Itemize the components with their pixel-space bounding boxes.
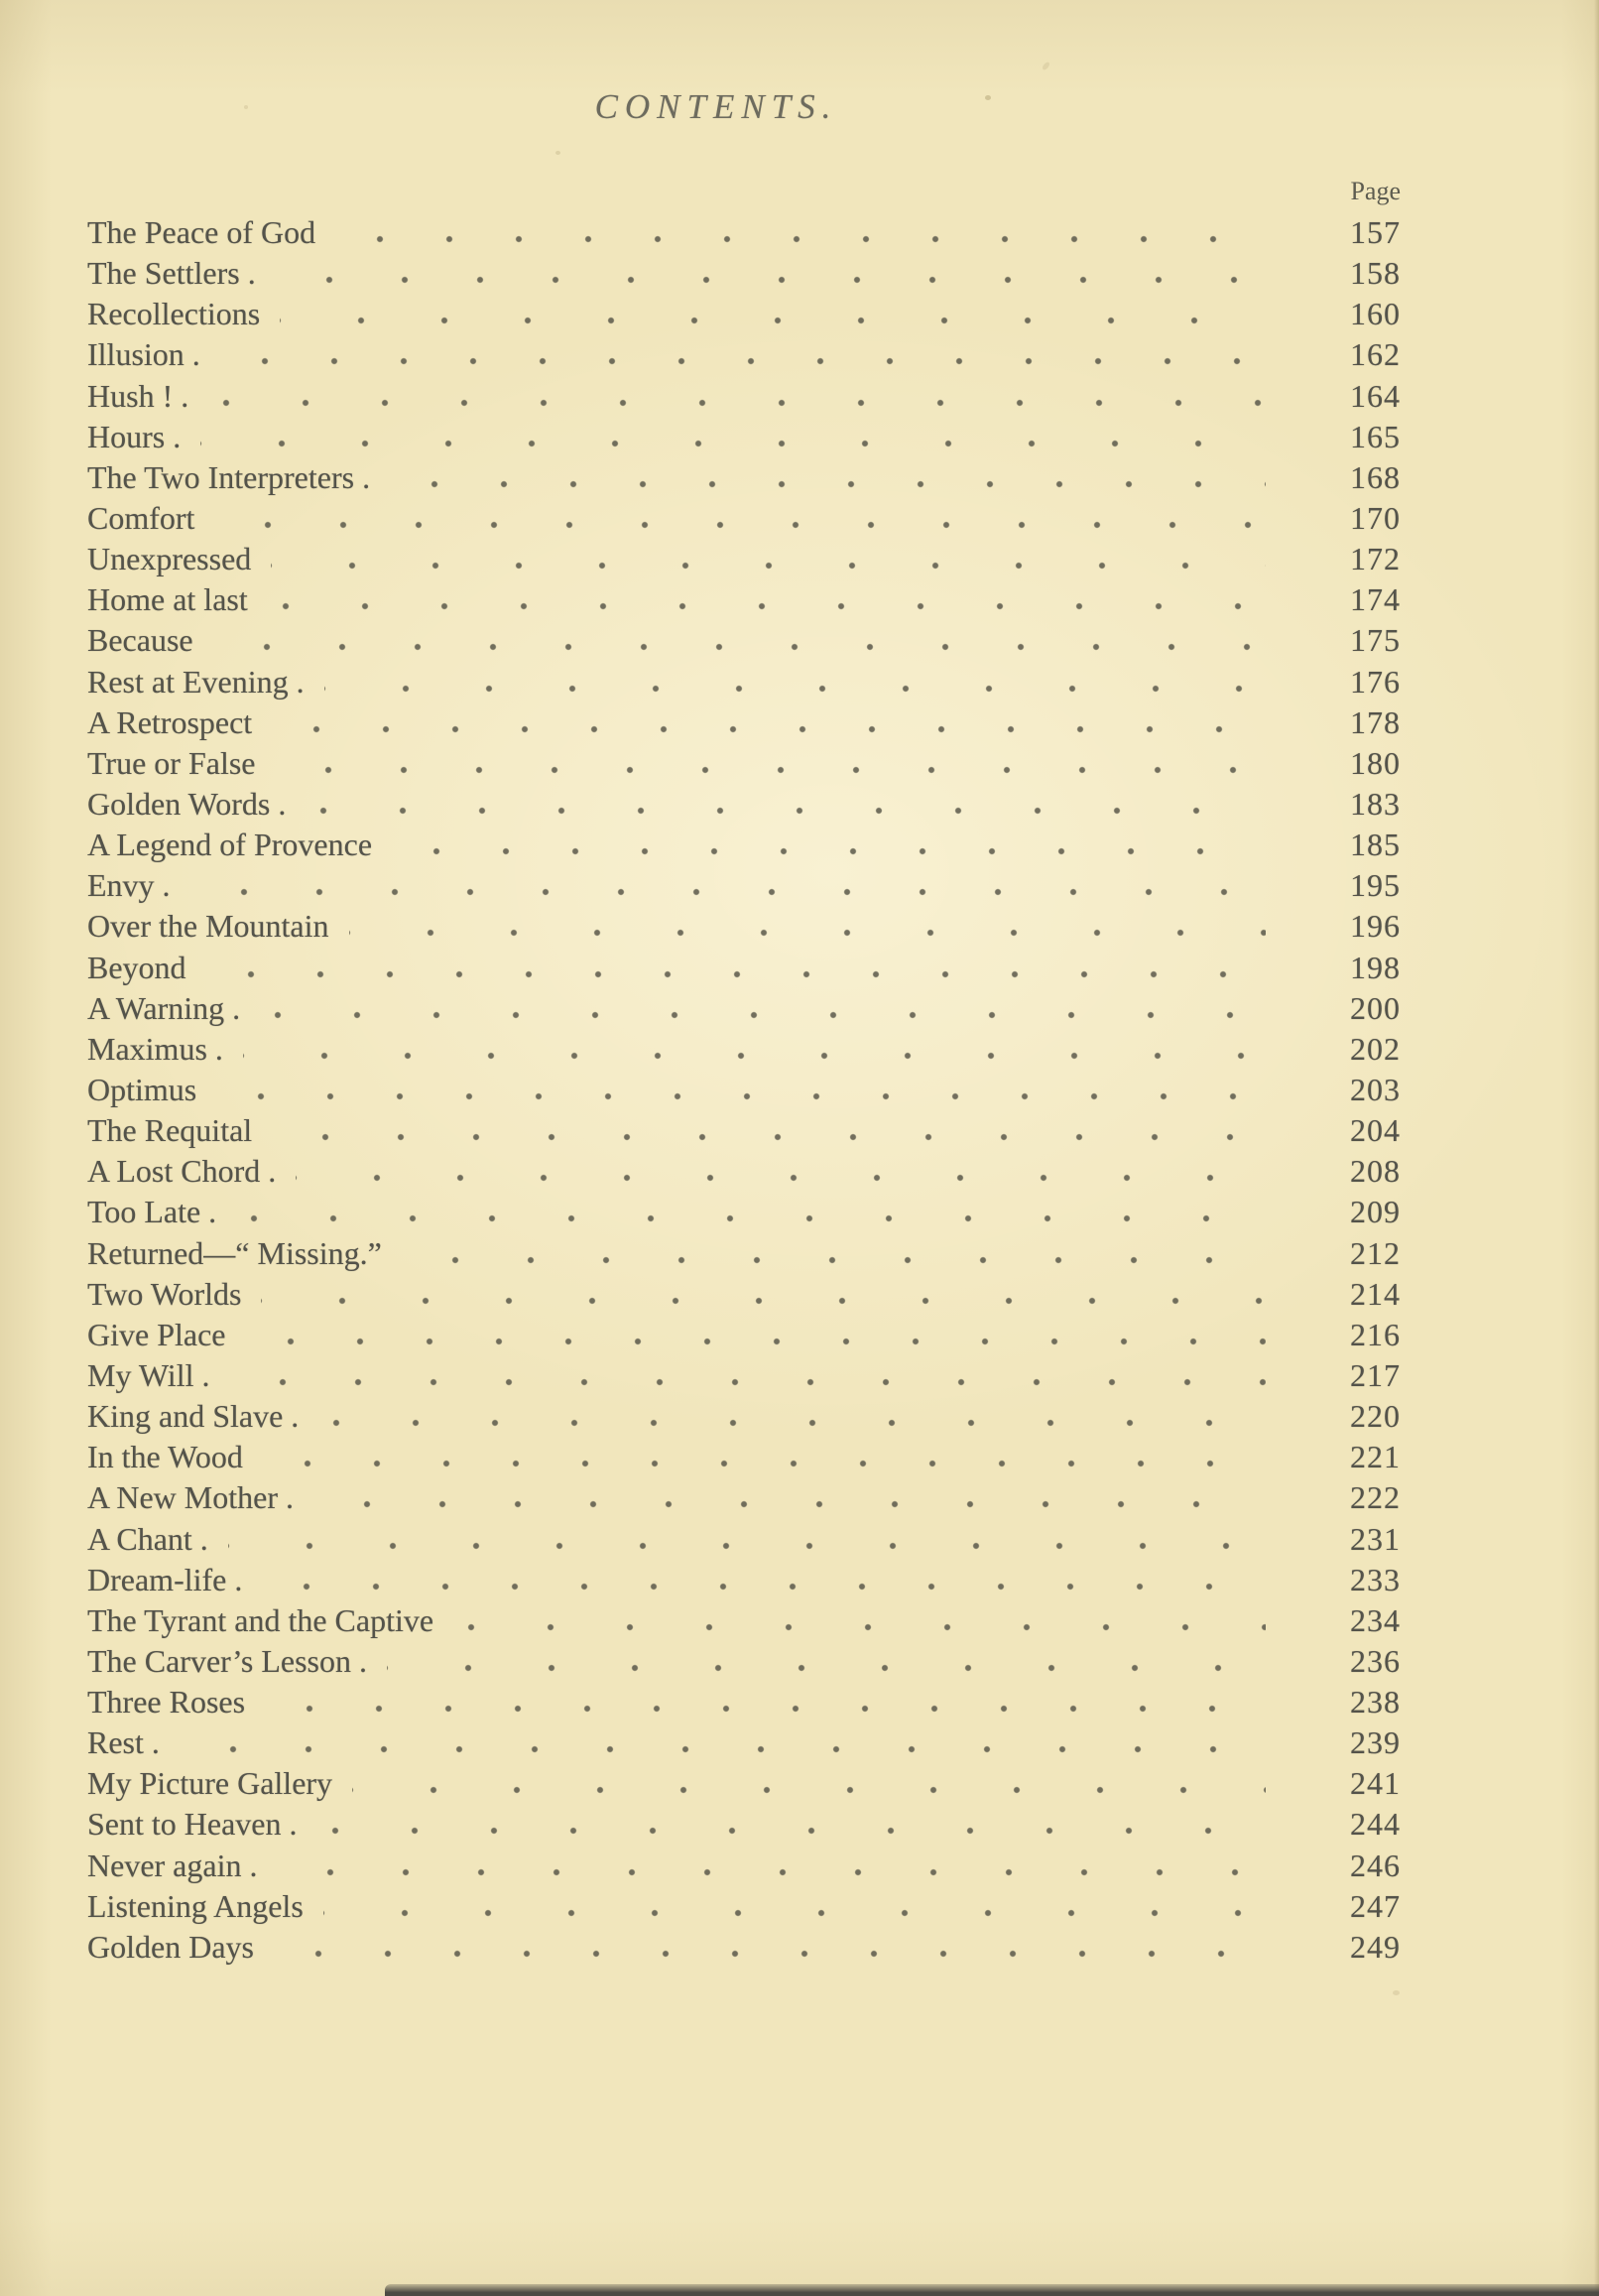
dot-leader [246,1315,1267,1355]
page-title: CONTENTS. [594,87,838,126]
toc-entry-title: Hours . [87,418,182,454]
toc-entry-page: 204 [1350,1112,1401,1149]
dot-leader [208,376,1266,417]
toc-entry-title: Golden Words . [87,785,287,822]
toc-entry-title: Rest at Evening . [87,663,305,700]
toc-row [87,1274,1401,1315]
toc-row [87,1355,1401,1396]
toc-row [87,579,1401,620]
dot-leader [272,1110,1266,1151]
toc-entry-title: The Tyrant and the Captive [87,1601,434,1638]
toc-entry-page: 158 [1350,255,1401,292]
toc-row [87,1396,1401,1437]
toc-entry-page: 203 [1350,1071,1401,1107]
toc-entry-title: Optimus [87,1071,197,1107]
dot-leader [271,539,1266,579]
toc-entry-page: 198 [1350,949,1401,985]
dot-leader [390,457,1266,498]
toc-row [87,212,1401,253]
dot-leader [214,498,1266,539]
toc-entry-title: Unexpressed [87,541,252,577]
toc-entry-page: 162 [1350,336,1401,373]
toc-entry-page: 196 [1350,908,1401,945]
toc-entry-title: Golden Days [87,1928,254,1965]
toc-row [87,1233,1401,1274]
toc-entry-page: 200 [1350,989,1401,1026]
toc-row [87,1682,1401,1722]
toc-entry-page: 195 [1350,867,1401,904]
toc-entry-page: 246 [1350,1847,1401,1883]
toc-row [87,702,1401,743]
toc-entry-title: Beyond [87,949,186,985]
toc-entry-page: 236 [1350,1642,1401,1679]
toc-row [87,743,1401,784]
toc-entry-title: Too Late . [87,1194,217,1230]
toc-entry-page: 234 [1350,1601,1401,1638]
toc-entry-title: Recollections [87,296,261,332]
dot-leader [216,1070,1266,1110]
toc-row [87,1437,1401,1477]
toc-list [87,212,1401,1968]
toc-entry-page: 180 [1350,744,1401,781]
toc-row [87,376,1401,417]
toc-row [87,1192,1401,1232]
dot-leader [352,1763,1266,1804]
toc-entry-page: 183 [1350,785,1401,822]
dot-leader [260,988,1266,1029]
toc-entry-page: 216 [1350,1316,1401,1352]
toc-row [87,1560,1401,1600]
toc-entry-title: King and Slave . [87,1398,300,1435]
toc-entry-title: Maximus . [87,1030,223,1067]
toc-entry-page: 220 [1350,1398,1401,1435]
toc-entry-page: 202 [1350,1030,1401,1067]
toc-entry-page: 241 [1350,1765,1401,1802]
toc-entry-page: 170 [1350,499,1401,536]
toc-entry-title: Dream-life . [87,1561,243,1597]
dot-leader [453,1600,1266,1641]
dot-leader [180,1722,1266,1763]
toc-row [87,1846,1401,1886]
toc-entry-title: In the Wood [87,1439,243,1475]
toc-row [87,784,1401,825]
toc-entry-title: A New Mother . [87,1479,294,1516]
toc-entry-title: Two Worlds [87,1275,242,1312]
dot-leader [335,212,1266,253]
toc-row [87,620,1401,661]
dot-leader [220,334,1266,375]
toc-row [87,1927,1401,1968]
toc-entry-page: 157 [1350,214,1401,250]
toc-entry-title: The Two Interpreters . [87,458,371,495]
toc-entry-title: My Picture Gallery [87,1765,333,1802]
dot-leader [324,662,1266,702]
toc-entry-page: 247 [1350,1887,1401,1924]
paper-speck [244,105,248,109]
dot-leader [262,1560,1266,1600]
toc-row [87,539,1401,579]
toc-entry-title: Never again . [87,1847,258,1883]
toc-row [87,1722,1401,1763]
toc-entry-title: A Retrospect [87,703,253,740]
toc-row [87,865,1401,906]
toc-entry-page: 165 [1350,418,1401,454]
toc-entry-title: Because [87,622,193,659]
toc-row [87,417,1401,457]
toc-entry-page: 164 [1350,377,1401,414]
dot-leader [402,1233,1266,1274]
dot-leader [228,1519,1266,1560]
toc-entry-page: 174 [1350,581,1401,618]
dot-leader [274,1927,1266,1968]
dot-leader [313,1477,1266,1518]
toc-row [87,948,1401,988]
toc-entry-title: Over the Mountain [87,908,329,945]
dot-leader [213,620,1266,661]
dot-leader [261,1274,1266,1315]
toc-entry-title: A Lost Chord . [87,1153,277,1190]
toc-entry-title: The Carver’s Lesson . [87,1642,367,1679]
toc-entry-page: 212 [1350,1234,1401,1271]
toc-row [87,1151,1401,1192]
toc-row [87,662,1401,702]
paper-speck [985,95,991,100]
toc-entry-title: The Settlers . [87,255,256,292]
page-content [87,0,1401,1968]
toc-entry-page: 172 [1350,541,1401,577]
toc-entry-title: Returned—“ Missing.” [87,1234,382,1271]
toc-entry-page: 208 [1350,1153,1401,1190]
toc-entry-title: Hush ! . [87,377,189,414]
toc-row [87,334,1401,375]
toc-row [87,498,1401,539]
toc-row [87,1763,1401,1804]
toc-entry-title: Listening Angels [87,1887,304,1924]
toc-entry-page: 231 [1350,1520,1401,1557]
dot-leader [200,417,1266,457]
toc-row [87,1110,1401,1151]
toc-entry-title: Comfort [87,499,195,536]
toc-row [87,1641,1401,1682]
toc-entry-page: 233 [1350,1561,1401,1597]
toc-entry-title: My Will . [87,1356,210,1393]
dot-leader [306,784,1266,825]
dot-leader [392,825,1266,865]
toc-entry-title: A Chant . [87,1520,208,1557]
toc-entry-page: 176 [1350,663,1401,700]
toc-row [87,906,1401,947]
dot-leader [263,1437,1266,1477]
dot-leader [268,579,1266,620]
toc-entry-title: A Legend of Provence [87,827,373,863]
paper-speck [1393,1990,1400,1995]
toc-entry-page: 214 [1350,1275,1401,1312]
dot-leader [272,702,1266,743]
toc-row [87,1519,1401,1560]
toc-entry-page: 222 [1350,1479,1401,1516]
toc-row [87,1886,1401,1927]
toc-row [87,1029,1401,1070]
toc-entry-title: Home at last [87,581,248,618]
dot-leader [323,1886,1266,1927]
dot-leader [229,1355,1266,1396]
toc-row [87,825,1401,865]
dot-leader [277,1846,1266,1886]
toc-row [87,1804,1401,1845]
toc-entry-title: Illusion . [87,336,200,373]
toc-entry-page: 175 [1350,622,1401,659]
dot-leader [236,1192,1266,1232]
dot-leader [349,906,1267,947]
toc-entry-title: Give Place [87,1316,226,1352]
dot-leader [190,865,1266,906]
toc-row [87,988,1401,1029]
dot-leader [317,1804,1267,1845]
toc-entry-title: The Requital [87,1112,253,1149]
toc-entry-page: 244 [1350,1806,1401,1843]
toc-entry-title: True or False [87,744,256,781]
toc-row [87,457,1401,498]
dot-leader [280,294,1266,334]
dot-leader [276,253,1266,294]
page-column-header: Page [1350,177,1401,205]
toc-entry-page: 168 [1350,458,1401,495]
toc-entry-page: 185 [1350,827,1401,863]
dot-leader [265,1682,1266,1722]
toc-row [87,1600,1401,1641]
toc-row [87,294,1401,334]
dot-leader [275,743,1266,784]
dot-leader [243,1029,1266,1070]
toc-entry-title: Three Roses [87,1684,246,1721]
toc-entry-title: Sent to Heaven . [87,1806,298,1843]
toc-entry-page: 221 [1350,1439,1401,1475]
page-right-edge-shade [1594,0,1599,2296]
dot-leader [318,1396,1266,1437]
paper-speck [555,151,560,155]
toc-entry-page: 178 [1350,703,1401,740]
toc-entry-page: 249 [1350,1928,1401,1965]
dot-leader [296,1151,1266,1192]
toc-entry-page: 239 [1350,1724,1401,1761]
toc-row [87,1070,1401,1110]
toc-row [87,1477,1401,1518]
toc-row [87,253,1401,294]
toc-entry-page: 160 [1350,296,1401,332]
dot-leader [387,1641,1266,1682]
toc-entry-page: 238 [1350,1684,1401,1721]
scan-bottom-edge-shadow [385,2284,1599,2296]
toc-entry-title: Envy . [87,867,171,904]
toc-entry-page: 209 [1350,1194,1401,1230]
toc-entry-page: 217 [1350,1356,1401,1393]
toc-row [87,1315,1401,1355]
dot-leader [206,948,1266,988]
toc-entry-title: Rest . [87,1724,160,1761]
toc-entry-title: A Warning . [87,989,241,1026]
toc-entry-title: The Peace of God [87,214,316,250]
